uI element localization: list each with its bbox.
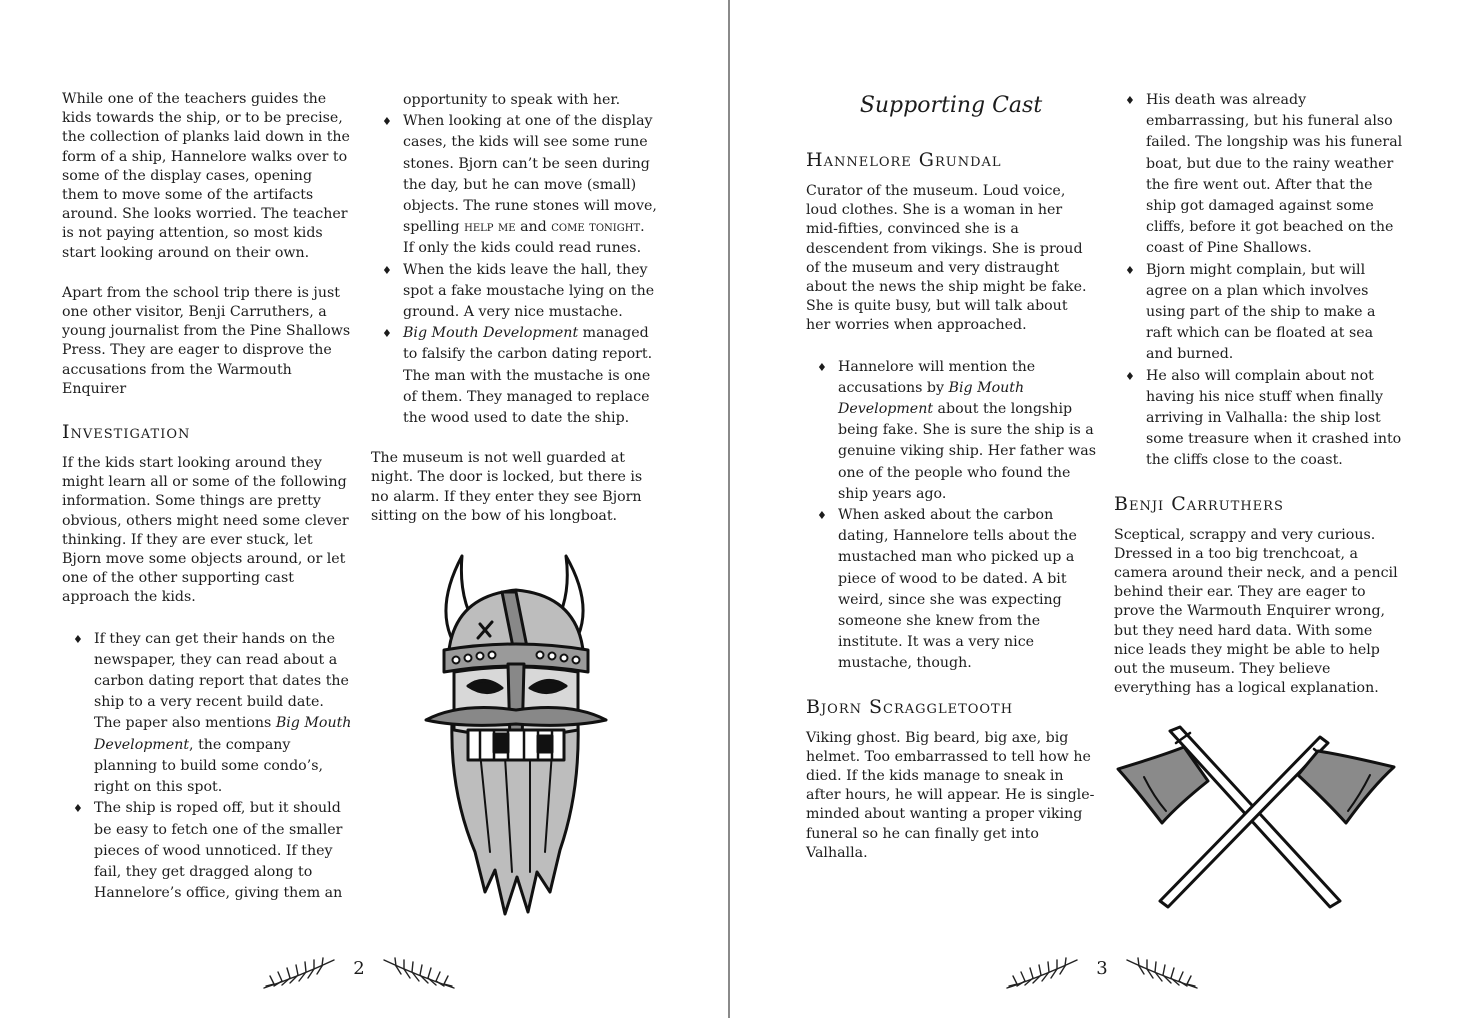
hannelore-paragraph: Curator of the museum. Loud voice, loud clothes. She is a woman in her mid-fifties, convinced she is a descendent from vikings. She is proud of the museum and very distraught about the news the ship might be fake. She is quite busy, but will talk about her worries when approached. <box>806 183 1087 334</box>
list-item: ♦ When asked about the carbon dating, Hannelore tells about the mustached man who picked up a piece of wood to be dated. A bit weird, since she was expecting someone she knew from the institute. It was a very nice mustache, though. <box>806 505 1096 675</box>
page-number: 3 <box>1096 958 1108 979</box>
hannelore-list <box>806 357 1096 675</box>
list-item: ♦ Hannelore will mention the accusations by Big Mouth Development about the longship being fake. She is sure the ship is a genuine viking ship. Her father was one of the people who found the ship years ago. <box>806 357 1096 505</box>
list-item: ♦ The ship is roped off, but it should be easy to fetch one of the smaller pieces of wood unnoticed. If they fail, they get dragged along to Hannelore’s office, giving them an <box>62 798 352 904</box>
investigation-list-continued <box>371 90 657 429</box>
bjorn-paragraph: Viking ghost. Big beard, big axe, big helmet. Too embarrassed to tell how he died. If the kids manage to sneak in after hours, he will appear. He is single-minded about wanting a proper viking funeral so he can finally get into Valhalla. <box>806 729 1095 861</box>
page-footer-left <box>262 952 462 992</box>
left-column-1 <box>62 90 352 924</box>
fern-leaf-icon <box>382 954 456 990</box>
page-title: Supporting Cast <box>859 93 1043 118</box>
right-page <box>731 0 1462 1018</box>
page-footer-right <box>1005 952 1205 992</box>
right-column-2 <box>1114 90 1404 698</box>
night-paragraph: The museum is not well guarded at night. The door is locked, but there is no alarm. If they enter they see Bjorn sitting on the bow of his longboat. <box>371 450 643 524</box>
list-item: ♦ When looking at one of the display cases, the kids will see some rune stones. Bjorn can’t be seen during the day, but he can move (small) objects. The rune stones will move, spelling help me and come tonight. If only the kids could read runes. <box>371 111 657 259</box>
list-item: ♦ Big Mouth Development managed to falsify the carbon dating report. The man with the mustache is one of them. They managed to replace the wood used to date the ship. <box>371 323 657 429</box>
list-item: ♦ If they can get their hands on the newspaper, they can read about a carbon dating report that dates the ship to a very recent build date. The paper also mentions Big Mouth Development, the company planning to build some condo’s, right on this spot. <box>62 629 352 799</box>
benji-heading: Benji Carruthers <box>1114 492 1284 515</box>
intro-paragraph-2: Apart from the school trip there is just one other visitor, Benji Carruthers, a young journalist from the Pine Shallows Press. They are eager to disprove the accusations from the Warmouth Enquirer <box>62 284 351 397</box>
bjorn-heading: Bjorn Scraggletooth <box>806 695 1014 718</box>
investigation-heading: Investigation <box>62 421 191 444</box>
list-item: ♦ When the kids leave the hall, they spot a fake moustache lying on the ground. A very nice mustache. <box>371 260 657 324</box>
fern-leaf-icon <box>262 954 336 990</box>
page-number: 2 <box>353 958 365 979</box>
left-page <box>0 0 728 1018</box>
viking-head-icon <box>420 552 610 917</box>
bjorn-list <box>1114 90 1404 472</box>
fern-leaf-icon <box>1005 954 1079 990</box>
list-item: opportunity to speak with her. <box>403 92 621 108</box>
investigation-paragraph: If the kids start looking around they might learn all or some of the following information. Some things are pretty obvious, others might need some clever thinking. If they are ever stuck, let Bjorn move some objects around, or let one of the other supporting cast approach the kids. <box>62 455 349 606</box>
crossed-axes-icon <box>1114 725 1399 910</box>
investigation-list <box>62 629 352 905</box>
right-column-1 <box>806 90 1096 863</box>
left-column-2 <box>371 90 657 547</box>
list-item: ♦ Bjorn might complain, but will agree on a plan which involves using part of the ship to make a raft which can be floated at sea and burned. <box>1114 260 1404 366</box>
fern-leaf-icon <box>1125 954 1199 990</box>
benji-paragraph: Sceptical, scrappy and very curious. Dressed in a too big trenchcoat, a camera around their neck, and a pencil behind their ear. They are eager to prove the Warmouth Enquirer wrong, but they need hard data. With some nice leads they might be able to help out the museum. They believe everything has a logical explanation. <box>1114 526 1398 697</box>
page-divider <box>728 0 730 1018</box>
list-item: ♦ He also will complain about not having his nice stuff when finally arriving in Valhalla: the ship lost some treasure when it crashed into the cliffs close to the coast. <box>1114 366 1404 472</box>
list-item: ♦ His death was already embarrassing, but his funeral also failed. The longship was his funeral boat, but due to the rainy weather the fire went out. After that the ship got damaged against some cliffs, before it got beached on the coast of Pine Shallows. <box>1114 90 1404 260</box>
hannelore-heading: Hannelore Grundal <box>806 149 1002 171</box>
intro-paragraph-1: While one of the teachers guides the kids towards the ship, or to be precise, the collection of planks laid down in the form of a ship, Hannelore walks over to some of the display cases, opening them to move some of the artifacts around. She looks worried. The teacher is not paying attention, so most kids start looking around on their own. <box>62 91 350 261</box>
